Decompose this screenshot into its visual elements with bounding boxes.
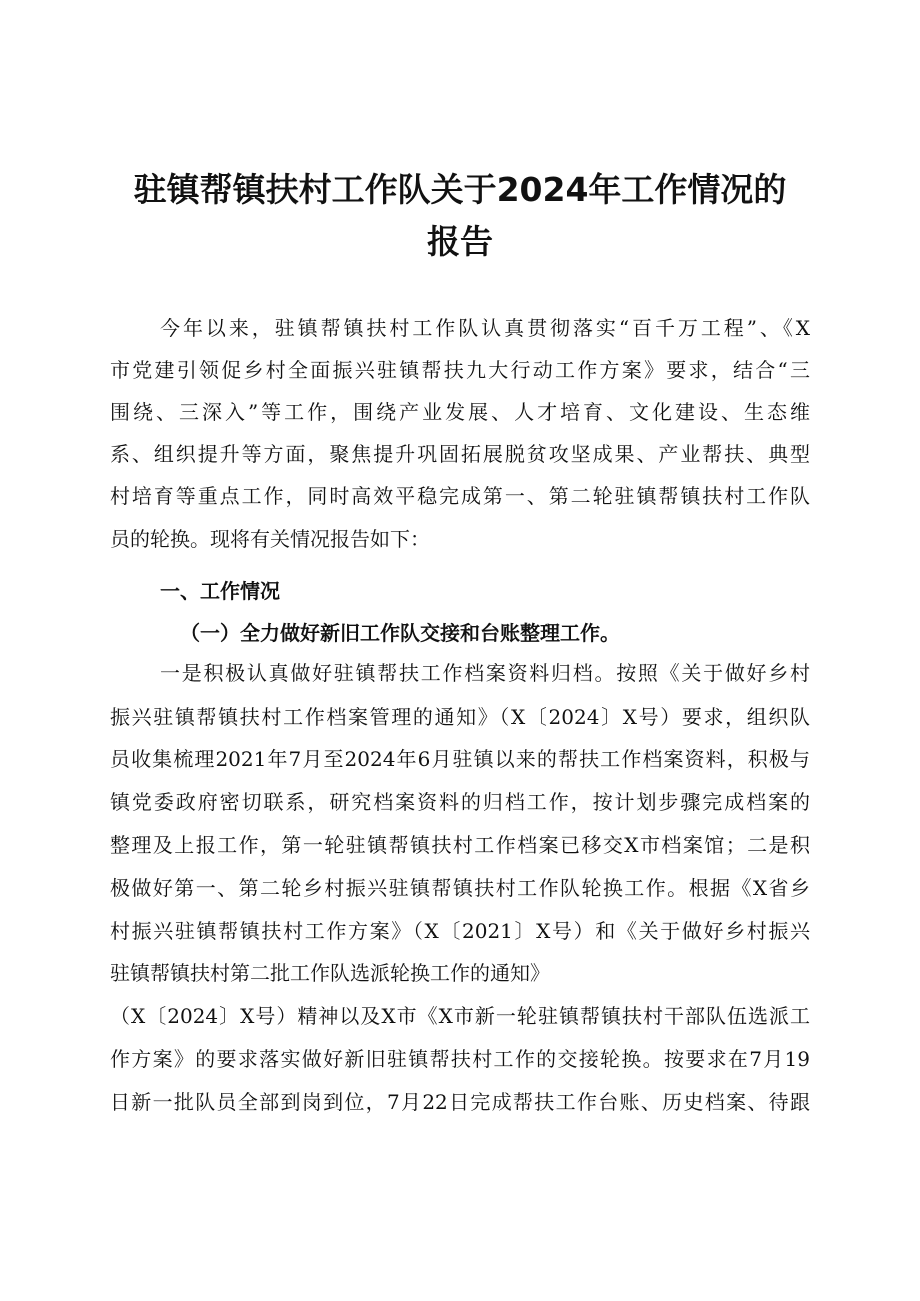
intro-line: 围绕、三深入”等工作，围绕产业发展、人才培育、文化建设、生态维 — [110, 400, 810, 424]
intro-line: 系、组织提升等方面，聚焦提升巩固拓展脱贫攻坚成果、产业帮扶、典型 — [110, 442, 810, 466]
body-line: 员收集梳理2021年7月至2024年6月驻镇以来的帮扶工作档案资料，积极与 — [110, 747, 810, 771]
body-line: 日新一批队员全部到岗到位，7月22日完成帮扶工作台账、历史档案、待跟 — [110, 1090, 810, 1114]
body-line: 极做好第一、第二轮乡村振兴驻镇帮镇扶村工作队轮换工作。根据《X省乡 — [110, 876, 810, 900]
subsection-heading: （一）全力做好新旧工作队交接和台账整理工作。 — [180, 621, 620, 645]
body-line: 驻镇帮镇扶村第二批工作队选派轮换工作的通知》 — [110, 961, 550, 985]
intro-line: 市党建引领促乡村全面振兴驻镇帮扶九大行动工作方案》要求，结合“三 — [110, 358, 810, 382]
document-title-line-2: 报告 — [427, 222, 493, 261]
intro-line: 今年以来，驻镇帮镇扶村工作队认真贯彻落实“百千万工程”、《X — [160, 316, 810, 340]
body-line: 村振兴驻镇帮镇扶村工作方案》（X〔2021〕X号）和《关于做好乡村振兴 — [110, 919, 810, 943]
body-line: 作方案》的要求落实做好新旧驻镇帮扶村工作的交接轮换。按要求在7月19 — [110, 1047, 810, 1071]
body-line: 整理及上报工作，第一轮驻镇帮镇扶村工作档案已移交X市档案馆；二是积 — [110, 833, 810, 857]
body-line: 一是积极认真做好驻镇帮扶工作档案资料归档。按照《关于做好乡村 — [160, 661, 810, 685]
body-line: 振兴驻镇帮镇扶村工作档案管理的通知》（X〔2024〕X号）要求，组织队 — [110, 705, 810, 729]
intro-line: 村培育等重点工作，同时高效平稳完成第一、第二轮驻镇帮镇扶村工作队 — [110, 484, 810, 508]
intro-line: 员的轮换。现将有关情况报告如下： — [110, 527, 430, 551]
section-heading: 一、工作情况 — [160, 579, 280, 603]
document-title-line-1: 驻镇帮镇扶村工作队关于2024年工作情况的 — [133, 170, 787, 209]
body-line: 镇党委政府密切联系，研究档案资料的归档工作，按计划步骤完成档案的 — [110, 790, 810, 814]
body-line: （X〔2024〕X号）精神以及X市《X市新一轮驻镇帮镇扶村干部队伍选派工 — [110, 1004, 810, 1028]
